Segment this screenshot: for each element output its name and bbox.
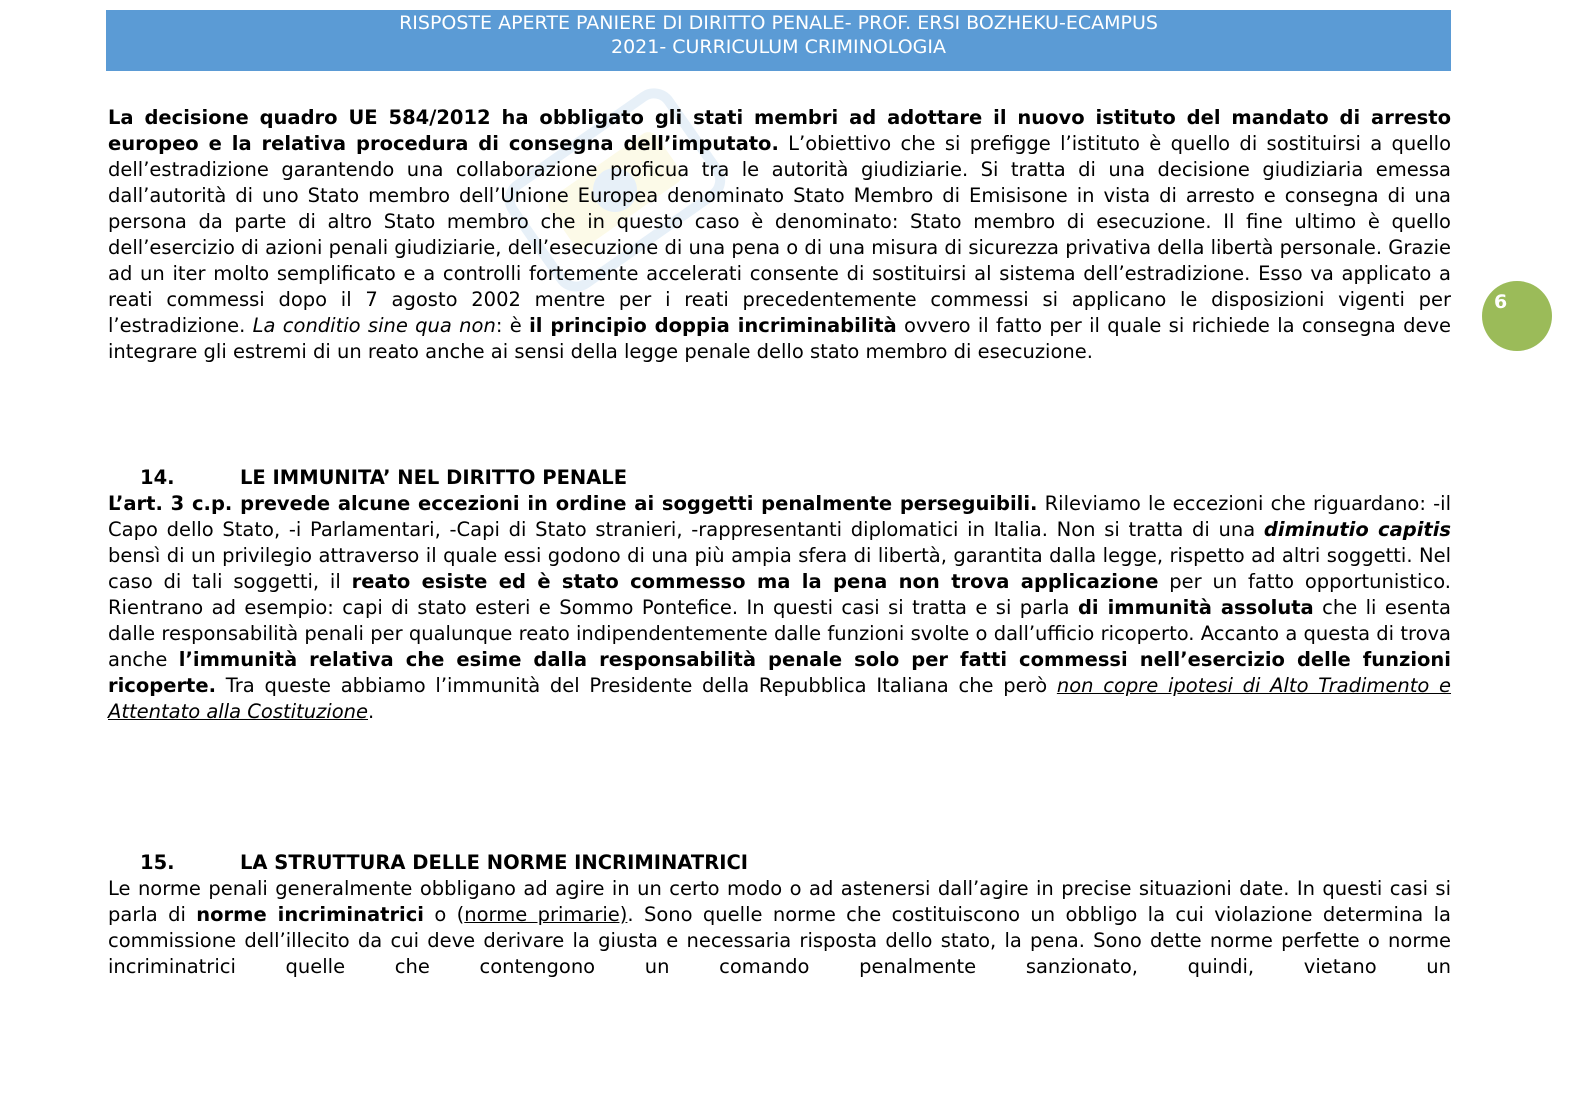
intro-paragraph (108, 105, 1451, 365)
section-15-title: LA STRUTTURA DELLE NORME INCRIMINATRICI (240, 851, 749, 874)
intro-text-2: : è (495, 314, 530, 337)
section-14-bold-lead: L’art. 3 c.p. prevede alcune eccezioni in ordine ai soggetti penalmente perseguibili. (108, 492, 1038, 515)
section-15-text-3: . Sono quelle norme che costituiscono un obbligo la cui violazione determina la commissione dell’illecito da cui deve derivare la giusta e necessaria risposta dello stato, la pena. Sono dette norme perfette o norme incriminatrici quelle che contengono un comando penalmente sanzionato, quindi, vietano un (108, 903, 1451, 978)
section-14-title: LE IMMUNITA’ NEL DIRITTO PENALE (240, 466, 628, 489)
page-number: 6 (1494, 291, 1508, 313)
section-14-paragraph (108, 491, 1451, 725)
section-14-bold-italic: diminutio capitis (1263, 518, 1451, 541)
section-14-underline-italic: non copre ipotesi di Alto Tradimento e Attentato alla Costituzione (108, 674, 1452, 723)
section-15-underline-1: norme primarie) (464, 903, 628, 926)
section-15-text-2: o ( (423, 903, 465, 926)
section-15-text-1: Le norme penali generalmente obbligano ad agire in un certo modo o ad astenersi dall’agire in precise situazioni date. In questi casi si parla di (108, 877, 1451, 926)
section-14-text-1: Rileviamo le eccezioni che riguardano: -il Capo dello Stato, -i Parlamentari, -Capi di Stato stranieri, -rappresentanti diplomatici in Italia. Non si tratta di una (108, 492, 1451, 541)
section-15-number: 15. (140, 851, 175, 874)
intro-text-1: L’obiettivo che si prefigge l’istituto è quello di sostituirsi a quello dell’estradizione garantendo una collaborazione proficua tra le autorità giudiziarie. Si tratta di una decisione giudiziaria emessa dall’autorità di uno Stato membro dell’Unione Europea denominato Stato Membro di Emisisone in vista di arresto e consegna di una persona da parte di altro Stato membro che in questo caso è denominato: Stato membro di esecuzione. Il fine ultimo è quello dell’esercizio di azioni penali giudiziarie, dell’esecuzione di una pena o di una misura di sicurezza privativa della libertà personale. Grazie ad un iter molto semplificato e a controlli fortemente accelerati consente di sostituirsi al sistema dell’estradizione. Esso va applicato a reati commessi dopo il 7 agosto 2002 mentre per i reati precedentemente commessi si applicano le disposizioni vigenti per l’estradizione. (108, 132, 1451, 337)
section-14-text-3: per un fatto opportunistico. Rientrano ad esempio: capi di stato esteri e Sommo Pontefice. In questi casi si tratta e si parla (108, 570, 1451, 619)
intro-text-3: ovvero il fatto per il quale si richiede la consegna deve integrare gli estremi di un reato anche ai sensi della legge penale dello stato membro di esecuzione. (108, 314, 1451, 363)
page-number-badge (1482, 281, 1552, 351)
section-14-bold-4: l’immunità relativa che esime dalla responsabilità penale solo per fatti commessi nell’esercizio delle funzioni ricoperte. (108, 648, 1451, 697)
section-14-text-6: . (368, 700, 375, 723)
header-title-line2: 2021- CURRICULUM CRIMINOLOGIA (610, 36, 946, 58)
section-14-heading (140, 465, 627, 491)
section-14-text-4: che li esenta dalle responsabilità penali per qualunque reato indipendentemente dalle funzioni svolte o dall’ufficio ricoperto. Accanto a questa di trova anche (108, 596, 1451, 671)
section-15-heading (140, 850, 748, 876)
intro-italic-1: La conditio sine qua non (252, 314, 496, 337)
section-14-number: 14. (140, 466, 175, 489)
intro-bold-lead: La decisione quadro UE 584/2012 ha obbligato gli stati membri ad adottare il nuovo istituto del mandato di arresto europeo e la relativa procedura di consegna dell’imputato. (108, 106, 1451, 155)
section-14-text-2: bensì di un privilegio attraverso il quale essi godono di una più ampia sfera di libertà, garantita dalla legge, rispetto ad altri soggetti. Nel caso di tali soggetti, il (108, 544, 1451, 593)
page-header (106, 10, 1451, 71)
header-title-line1: RISPOSTE APERTE PANIERE DI DIRITTO PENALE- PROF. ERSI BOZHEKU-ECAMPUS (399, 12, 1158, 34)
section-15-paragraph (108, 876, 1451, 980)
section-15-bold-1: norme incriminatrici (196, 903, 424, 926)
section-14-bold-2: reato esiste ed è stato commesso ma la pena non trova applicazione (351, 570, 1159, 593)
intro-bold-2: il principio doppia incriminabilità (529, 314, 897, 337)
section-14-text-5: Tra queste abbiamo l’immunità del Presidente della Repubblica Italiana che però (216, 674, 1057, 697)
section-14-bold-3: di immunità assoluta (1077, 596, 1314, 619)
